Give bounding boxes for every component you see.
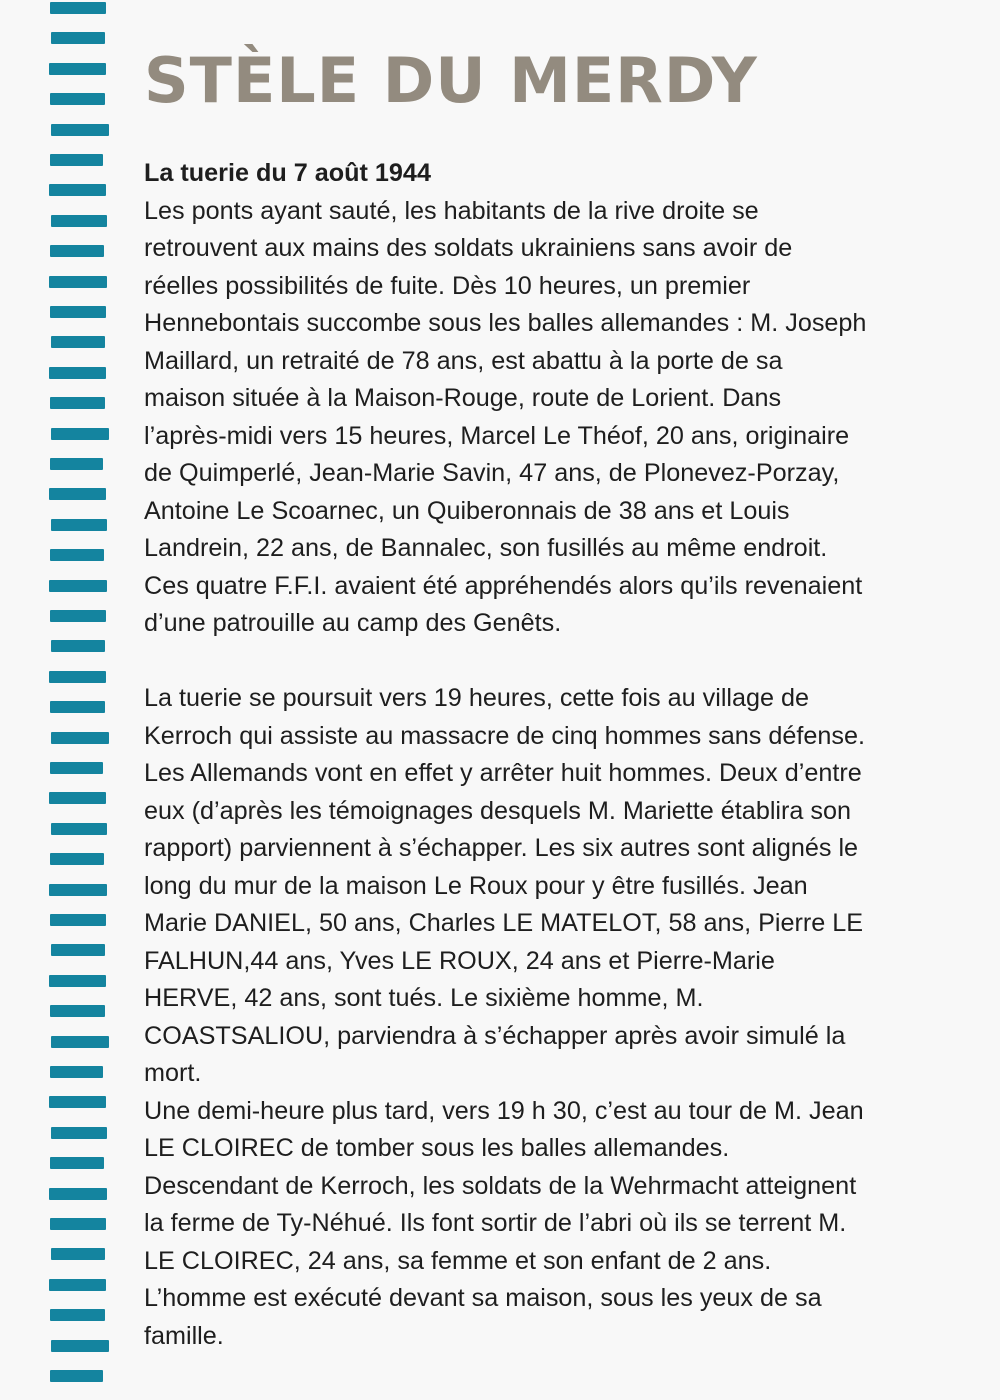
paragraph-2: [144, 680, 974, 1093]
stripe-bar: [49, 792, 106, 804]
stripe-bar: [50, 93, 105, 105]
text-line: LE CLOIREC de tomber sous les balles allemandes.: [144, 1134, 730, 1162]
text-line: maison située à la Maison-Rouge, route de Lorient. Dans: [144, 384, 782, 412]
stripe-bar: [51, 124, 109, 136]
page-title: STÈLE DU MERDY: [144, 44, 758, 117]
stripe-bar: [51, 32, 105, 44]
stripe-bar: [50, 853, 104, 865]
stripe-bar: [50, 397, 105, 409]
stripe-bar: [49, 975, 106, 987]
text-line: Landrein, 22 ans, de Bannalec, son fusillés au même endroit.: [144, 534, 828, 562]
text-line: eux (d’après les témoignages desquels M. Mariette établira son: [144, 796, 852, 825]
text-line: Antoine Le Scoarnec, un Quiberonnais de 38 ans et Louis: [144, 496, 790, 525]
paragraph-4: [144, 1168, 974, 1356]
stripe-bar: [49, 488, 106, 500]
text-line: réelles possibilités de fuite. Dès 10 heures, un premier: [144, 271, 751, 300]
decorative-stripe-band: [50, 0, 110, 1400]
stripe-bar: [50, 914, 106, 926]
text-line: d’une patrouille au camp des Genêts.: [144, 609, 562, 637]
paragraph-1: [144, 193, 974, 643]
stripe-bar: [50, 1370, 103, 1382]
stripe-bar: [50, 2, 106, 14]
stripe-bar: [50, 1309, 105, 1321]
stripe-bar: [51, 519, 107, 531]
text-line: de Quimperlé, Jean-Marie Savin, 47 ans, de Plonevez-Porzay,: [144, 459, 840, 487]
stripe-bar: [50, 549, 104, 561]
text-line: Les Allemands vont en effet y arrêter huit hommes. Deux d’entre: [144, 759, 862, 787]
stripe-bar: [49, 63, 106, 75]
stripe-bar: [49, 367, 106, 379]
text-line: rapport) parviennent à s’échapper. Les six autres sont alignés le: [144, 834, 859, 862]
text-line: LE CLOIREC, 24 ans, sa femme et son enfant de 2 ans.: [144, 1246, 772, 1275]
text-line: la ferme de Ty-Néhué. Ils font sortir de l’abri où ils se terrent M.: [144, 1209, 847, 1237]
article-heading: La tuerie du 7 août 1944: [144, 159, 431, 187]
article-body: [144, 155, 974, 1355]
stripe-bar: [50, 762, 103, 774]
stripe-bar: [50, 701, 105, 713]
stripe-bar: [50, 1005, 105, 1017]
stripe-bar: [49, 184, 106, 196]
text-line: mort.: [144, 1059, 202, 1087]
text-line: COASTSALIOU, parviendra à s’échapper après avoir simulé la: [144, 1021, 846, 1050]
stripe-bar: [51, 640, 105, 652]
stripe-bar: [51, 1127, 107, 1139]
stripe-bar: [49, 276, 107, 288]
stripe-bar: [49, 1096, 106, 1108]
stripe-bar: [51, 732, 109, 744]
stripe-bar: [51, 1036, 109, 1048]
stripe-bar: [51, 336, 105, 348]
text-line: La tuerie se poursuit vers 19 heures, cette fois au village de: [144, 684, 810, 712]
stripe-bar: [50, 245, 104, 257]
paragraph-gap: [144, 643, 974, 681]
text-line: FALHUN,44 ans, Yves LE ROUX, 24 ans et Pierre-Marie: [144, 946, 775, 975]
text-line: Marie DANIEL, 50 ans, Charles LE MATELOT, 58 ans, Pierre LE: [144, 909, 864, 937]
stripe-bar: [50, 306, 106, 318]
stripe-bar: [51, 944, 105, 956]
stripe-bar: [51, 1248, 105, 1260]
stripe-bar: [49, 671, 106, 683]
paragraph-3: [144, 1093, 974, 1168]
stripe-bar: [49, 1279, 106, 1291]
stripe-bar: [50, 458, 103, 470]
text-line: long du mur de la maison Le Roux pour y être fusillés. Jean: [144, 871, 808, 900]
stripe-bar: [50, 1066, 103, 1078]
text-line: l’après-midi vers 15 heures, Marcel Le Théof, 20 ans, originaire: [144, 421, 850, 450]
stripe-bar: [49, 580, 107, 592]
text-line: HERVE, 42 ans, sont tués. Le sixième homme, M.: [144, 984, 704, 1012]
text-line: Les ponts ayant sauté, les habitants de la rive droite se: [144, 196, 759, 225]
text-line: L’homme est exécuté devant sa maison, sous les yeux de sa: [144, 1284, 822, 1312]
text-line: Ces quatre F.F.I. avaient été appréhendés alors qu’ils revenaient: [144, 571, 863, 600]
text-line: famille.: [144, 1321, 224, 1350]
stripe-bar: [49, 1188, 107, 1200]
text-line: Une demi-heure plus tard, vers 19 h 30, c’est au tour de M. Jean: [144, 1096, 864, 1125]
text-line: retrouvent aux mains des soldats ukrainiens sans avoir de: [144, 234, 793, 262]
text-line: Kerroch qui assiste au massacre de cinq hommes sans défense.: [144, 721, 866, 750]
stripe-bar: [49, 884, 107, 896]
stripe-bar: [51, 215, 107, 227]
stripe-bar: [50, 1157, 104, 1169]
stripe-bar: [51, 1340, 109, 1352]
text-line: Maillard, un retraité de 78 ans, est abattu à la porte de sa: [144, 346, 783, 375]
stripe-bar: [51, 428, 109, 440]
text-line: Hennebontais succombe sous les balles allemandes : M. Joseph: [144, 309, 867, 337]
stripe-bar: [51, 823, 107, 835]
stripe-bar: [50, 610, 106, 622]
text-line: Descendant de Kerroch, les soldats de la Wehrmacht atteignent: [144, 1171, 857, 1200]
stripe-bar: [50, 1218, 106, 1230]
stripe-bar: [50, 154, 103, 166]
